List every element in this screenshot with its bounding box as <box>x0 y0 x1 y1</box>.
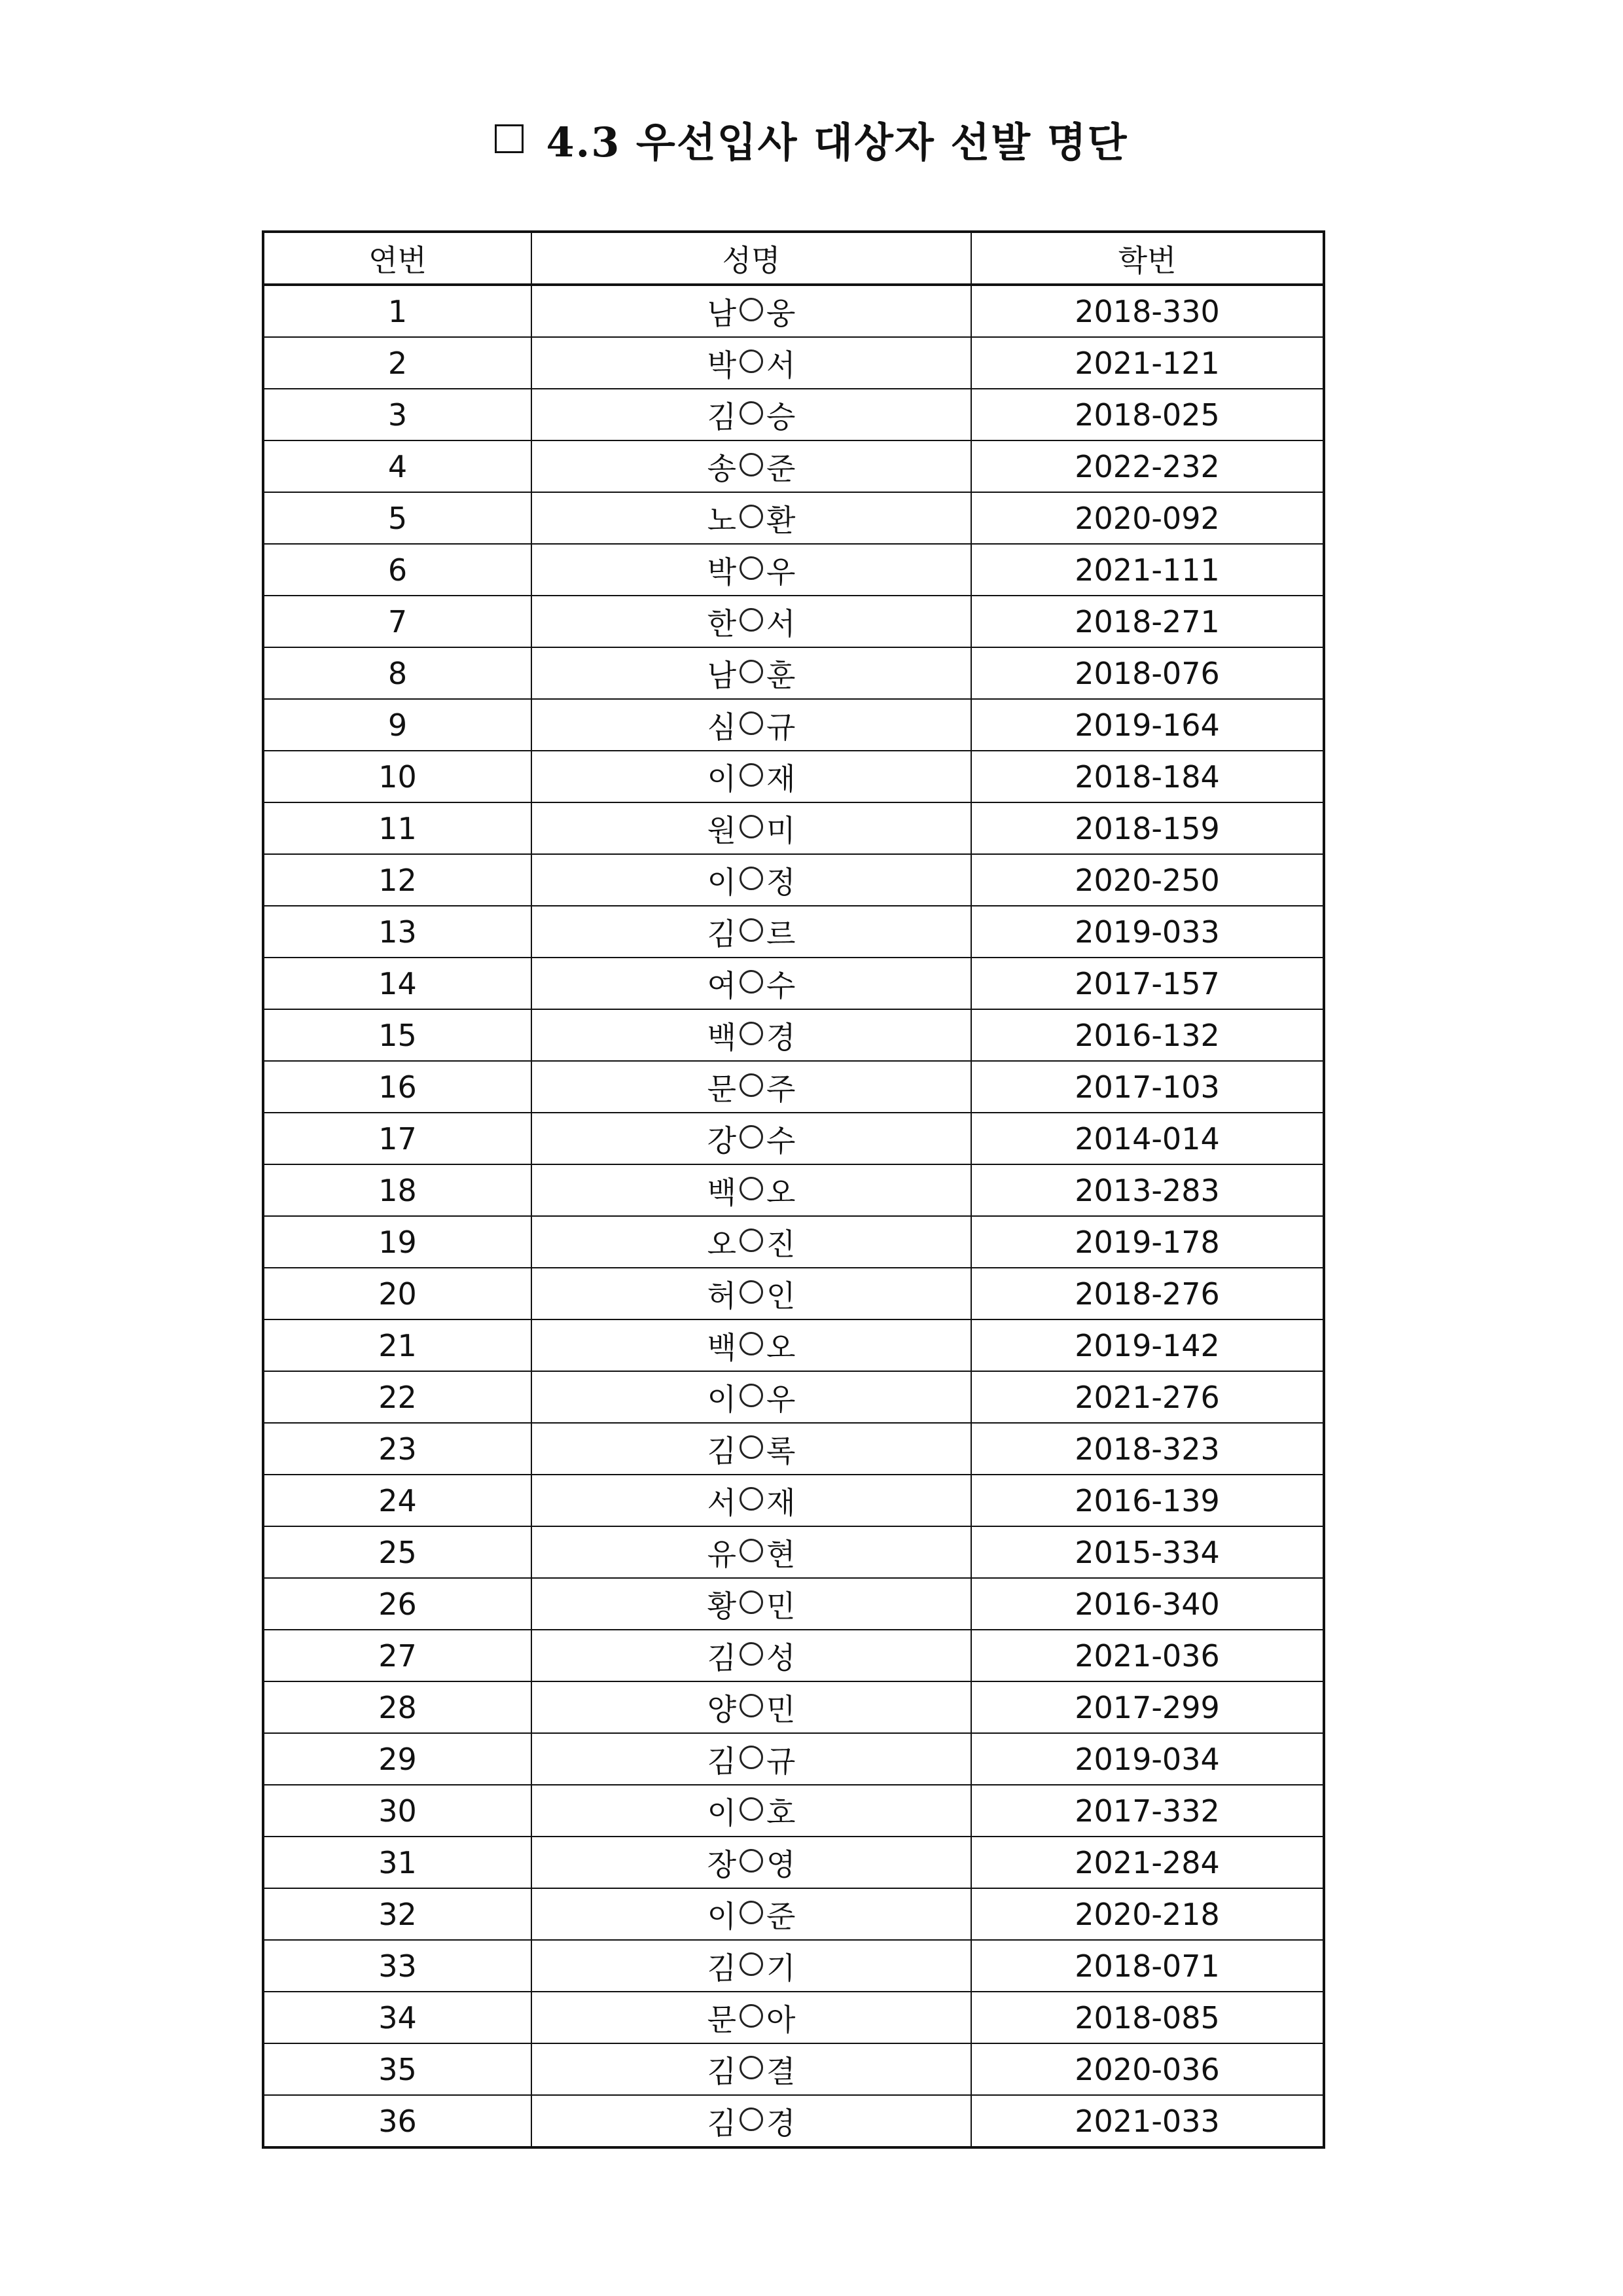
table-row <box>263 751 1324 802</box>
masked-character-circle-icon <box>740 1125 763 1149</box>
masked-character-circle-icon <box>740 1384 763 1407</box>
table-row <box>263 2043 1324 2095</box>
table-row <box>263 492 1324 544</box>
student-id: 2020-036 <box>971 2043 1324 2095</box>
name-surname: 백 <box>707 1019 736 1055</box>
student-name <box>531 906 971 958</box>
masked-character-circle-icon <box>740 1229 763 1252</box>
row-number: 2 <box>263 337 531 389</box>
name-last-character: 인 <box>766 1278 796 1314</box>
student-id: 2019-142 <box>971 1319 1324 1371</box>
row-number: 11 <box>263 802 531 854</box>
student-id: 2019-034 <box>971 1733 1324 1785</box>
name-last-character: 르 <box>766 916 796 952</box>
table-row <box>263 1578 1324 1630</box>
name-last-character: 경 <box>766 2105 796 2141</box>
name-last-character: 정 <box>766 864 796 900</box>
masked-character-circle-icon <box>740 453 763 476</box>
name-surname: 김 <box>707 399 736 435</box>
name-surname: 백 <box>707 1174 736 1210</box>
name-last-character: 우 <box>766 554 796 590</box>
student-id: 2018-159 <box>971 802 1324 854</box>
student-id: 2019-033 <box>971 906 1324 958</box>
table-row <box>263 1216 1324 1268</box>
name-last-character: 오 <box>766 1174 796 1210</box>
name-surname: 송 <box>707 450 736 486</box>
student-name <box>531 1992 971 2043</box>
table-row <box>263 1526 1324 1578</box>
student-id: 2017-157 <box>971 958 1324 1009</box>
student-id: 2015-334 <box>971 1526 1324 1578</box>
name-surname: 김 <box>707 1640 736 1676</box>
name-surname: 이 <box>707 864 736 900</box>
table-row <box>263 1888 1324 1940</box>
student-id: 2021-121 <box>971 337 1324 389</box>
student-name <box>531 1940 971 1992</box>
student-name <box>531 1837 971 1888</box>
name-last-character: 환 <box>766 502 796 538</box>
name-last-character: 재 <box>766 761 796 797</box>
name-last-character: 규 <box>766 1743 796 1779</box>
student-name <box>531 2043 971 2095</box>
student-name <box>531 544 971 596</box>
masked-character-circle-icon <box>740 1849 763 1873</box>
masked-character-circle-icon <box>740 867 763 890</box>
student-id: 2018-071 <box>971 1940 1324 1992</box>
name-last-character: 수 <box>766 967 796 1003</box>
student-name <box>531 1733 971 1785</box>
student-id: 2018-076 <box>971 647 1324 699</box>
row-number: 8 <box>263 647 531 699</box>
masked-character-circle-icon <box>740 505 763 528</box>
row-number: 14 <box>263 958 531 1009</box>
student-name <box>531 492 971 544</box>
name-surname: 김 <box>707 2105 736 2141</box>
name-last-character: 주 <box>766 1071 796 1107</box>
name-last-character: 훈 <box>766 657 796 693</box>
table-row <box>263 1371 1324 1423</box>
student-name <box>531 285 971 337</box>
student-id: 2016-340 <box>971 1578 1324 1630</box>
table-row <box>263 389 1324 440</box>
student-name <box>531 1216 971 1268</box>
name-last-character: 아 <box>766 2001 796 2037</box>
student-id: 2021-033 <box>971 2095 1324 2147</box>
masked-character-circle-icon <box>740 918 763 942</box>
student-name <box>531 1785 971 1837</box>
name-last-character: 승 <box>766 399 796 435</box>
row-number: 27 <box>263 1630 531 1681</box>
table-row <box>263 1785 1324 1837</box>
student-id: 2014-014 <box>971 1113 1324 1164</box>
table-row <box>263 285 1324 337</box>
masked-character-circle-icon <box>740 815 763 838</box>
name-last-character: 영 <box>766 1846 796 1882</box>
student-id: 2019-164 <box>971 699 1324 751</box>
table-row <box>263 1630 1324 1681</box>
masked-character-circle-icon <box>740 2108 763 2131</box>
student-id: 2018-330 <box>971 285 1324 337</box>
table-header-row <box>263 232 1324 285</box>
student-name <box>531 647 971 699</box>
student-name <box>531 751 971 802</box>
student-name <box>531 1888 971 1940</box>
masked-character-circle-icon <box>740 401 763 425</box>
table-row <box>263 596 1324 647</box>
masked-character-circle-icon <box>740 1590 763 1614</box>
row-number: 32 <box>263 1888 531 1940</box>
student-id: 2018-323 <box>971 1423 1324 1475</box>
student-name <box>531 1319 971 1371</box>
name-last-character: 준 <box>766 450 796 486</box>
name-surname: 박 <box>707 347 736 383</box>
masked-character-circle-icon <box>740 660 763 683</box>
student-name <box>531 1164 971 1216</box>
student-name <box>531 1681 971 1733</box>
name-last-character: 민 <box>766 1588 796 1624</box>
name-surname: 김 <box>707 1433 736 1469</box>
table-row <box>263 958 1324 1009</box>
table-row <box>263 1319 1324 1371</box>
student-name <box>531 1268 971 1319</box>
student-name <box>531 596 971 647</box>
column-header-name: 성명 <box>531 232 971 285</box>
student-id: 2016-132 <box>971 1009 1324 1061</box>
row-number: 1 <box>263 285 531 337</box>
table-row <box>263 440 1324 492</box>
row-number: 34 <box>263 1992 531 2043</box>
name-last-character: 규 <box>766 709 796 745</box>
name-surname: 남 <box>707 295 736 331</box>
name-surname: 이 <box>707 761 736 797</box>
name-surname: 백 <box>707 1329 736 1365</box>
row-number: 18 <box>263 1164 531 1216</box>
name-last-character: 미 <box>766 812 796 848</box>
masked-character-circle-icon <box>740 1642 763 1666</box>
name-surname: 강 <box>707 1122 736 1158</box>
row-number: 28 <box>263 1681 531 1733</box>
name-surname: 김 <box>707 1743 736 1779</box>
masked-character-circle-icon <box>740 2056 763 2079</box>
student-name <box>531 2095 971 2147</box>
row-number: 3 <box>263 389 531 440</box>
table-row <box>263 854 1324 906</box>
row-number: 25 <box>263 1526 531 1578</box>
name-last-character: 오 <box>766 1329 796 1365</box>
name-last-character: 서 <box>766 605 796 641</box>
row-number: 21 <box>263 1319 531 1371</box>
name-surname: 이 <box>707 1381 736 1417</box>
name-surname: 양 <box>707 1691 736 1727</box>
table-row <box>263 1475 1324 1526</box>
table-row <box>263 699 1324 751</box>
masked-character-circle-icon <box>740 608 763 632</box>
table-row <box>263 802 1324 854</box>
student-id: 2020-218 <box>971 1888 1324 1940</box>
masked-character-circle-icon <box>740 1539 763 1562</box>
table-row <box>263 1733 1324 1785</box>
student-id: 2022-232 <box>971 440 1324 492</box>
student-id: 2017-332 <box>971 1785 1324 1837</box>
row-number: 16 <box>263 1061 531 1113</box>
student-name <box>531 1113 971 1164</box>
student-name <box>531 699 971 751</box>
masked-character-circle-icon <box>740 1746 763 1769</box>
masked-character-circle-icon <box>740 1487 763 1511</box>
name-surname: 남 <box>707 657 736 693</box>
row-number: 6 <box>263 544 531 596</box>
masked-character-circle-icon <box>740 711 763 735</box>
student-id: 2021-111 <box>971 544 1324 596</box>
student-id: 2021-276 <box>971 1371 1324 1423</box>
row-number: 33 <box>263 1940 531 1992</box>
name-surname: 황 <box>707 1588 736 1624</box>
name-surname: 서 <box>707 1484 736 1520</box>
student-name <box>531 1475 971 1526</box>
row-number: 15 <box>263 1009 531 1061</box>
name-surname: 심 <box>707 709 736 745</box>
student-id: 2018-276 <box>971 1268 1324 1319</box>
masked-character-circle-icon <box>740 1022 763 1045</box>
name-surname: 장 <box>707 1846 736 1882</box>
name-last-character: 호 <box>766 1795 796 1831</box>
student-name <box>531 1371 971 1423</box>
student-id: 2021-036 <box>971 1630 1324 1681</box>
table-row <box>263 1164 1324 1216</box>
name-surname: 이 <box>707 1795 736 1831</box>
name-last-character: 경 <box>766 1019 796 1055</box>
masked-character-circle-icon <box>740 1952 763 1976</box>
name-last-character: 준 <box>766 1898 796 1934</box>
student-id: 2021-284 <box>971 1837 1324 1888</box>
table-row <box>263 906 1324 958</box>
masked-character-circle-icon <box>740 556 763 580</box>
name-last-character: 민 <box>766 1691 796 1727</box>
name-last-character: 웅 <box>766 295 796 331</box>
student-id: 2018-025 <box>971 389 1324 440</box>
student-id: 2019-178 <box>971 1216 1324 1268</box>
table-row <box>263 1061 1324 1113</box>
table-row <box>263 1837 1324 1888</box>
student-id: 2020-092 <box>971 492 1324 544</box>
student-id: 2018-271 <box>971 596 1324 647</box>
row-number: 24 <box>263 1475 531 1526</box>
student-name <box>531 802 971 854</box>
row-number: 10 <box>263 751 531 802</box>
table-row <box>263 2095 1324 2147</box>
student-id: 2013-283 <box>971 1164 1324 1216</box>
student-id: 2018-184 <box>971 751 1324 802</box>
name-surname: 문 <box>707 2001 736 2037</box>
table-row <box>263 337 1324 389</box>
row-number: 22 <box>263 1371 531 1423</box>
row-number: 5 <box>263 492 531 544</box>
checkbox-square-icon <box>495 124 524 153</box>
student-name <box>531 389 971 440</box>
name-surname: 김 <box>707 916 736 952</box>
masked-character-circle-icon <box>740 298 763 321</box>
student-id: 2017-103 <box>971 1061 1324 1113</box>
student-name <box>531 1630 971 1681</box>
name-surname: 유 <box>707 1536 736 1572</box>
student-name <box>531 1423 971 1475</box>
row-number: 36 <box>263 2095 531 2147</box>
row-number: 30 <box>263 1785 531 1837</box>
student-name <box>531 440 971 492</box>
table-row <box>263 1113 1324 1164</box>
row-number: 4 <box>263 440 531 492</box>
name-surname: 여 <box>707 967 736 1003</box>
name-surname: 김 <box>707 1950 736 1986</box>
name-last-character: 수 <box>766 1122 796 1158</box>
table-body <box>263 285 1324 2147</box>
student-name <box>531 1526 971 1578</box>
row-number: 13 <box>263 906 531 958</box>
selection-roster-table <box>262 230 1325 2149</box>
student-name <box>531 1061 971 1113</box>
name-surname: 허 <box>707 1278 736 1314</box>
row-number: 29 <box>263 1733 531 1785</box>
masked-character-circle-icon <box>740 970 763 994</box>
column-header-number: 연번 <box>263 232 531 285</box>
row-number: 12 <box>263 854 531 906</box>
name-surname: 박 <box>707 554 736 590</box>
name-last-character: 재 <box>766 1484 796 1520</box>
row-number: 17 <box>263 1113 531 1164</box>
row-number: 26 <box>263 1578 531 1630</box>
masked-character-circle-icon <box>740 2004 763 2028</box>
table-header <box>263 232 1324 285</box>
masked-character-circle-icon <box>740 1332 763 1355</box>
name-surname: 노 <box>707 502 736 538</box>
name-last-character: 기 <box>766 1950 796 1986</box>
student-name <box>531 1578 971 1630</box>
student-id: 2017-299 <box>971 1681 1324 1733</box>
masked-character-circle-icon <box>740 1901 763 1924</box>
name-surname: 문 <box>707 1071 736 1107</box>
masked-character-circle-icon <box>740 1280 763 1304</box>
name-surname: 김 <box>707 2053 736 2089</box>
masked-character-circle-icon <box>740 763 763 787</box>
masked-character-circle-icon <box>740 1797 763 1821</box>
row-number: 23 <box>263 1423 531 1475</box>
student-name <box>531 1009 971 1061</box>
table-row <box>263 1268 1324 1319</box>
masked-character-circle-icon <box>740 1177 763 1200</box>
table-row <box>263 1940 1324 1992</box>
name-last-character: 결 <box>766 2053 796 2089</box>
name-surname: 한 <box>707 605 736 641</box>
student-name <box>531 958 971 1009</box>
row-number: 20 <box>263 1268 531 1319</box>
column-header-student-id: 학번 <box>971 232 1324 285</box>
table-row <box>263 544 1324 596</box>
row-number: 9 <box>263 699 531 751</box>
row-number: 19 <box>263 1216 531 1268</box>
masked-character-circle-icon <box>740 1435 763 1459</box>
page-title <box>0 110 1623 172</box>
name-surname: 원 <box>707 812 736 848</box>
student-name <box>531 854 971 906</box>
student-id: 2018-085 <box>971 1992 1324 2043</box>
name-surname: 오 <box>707 1226 736 1262</box>
student-id: 2020-250 <box>971 854 1324 906</box>
table-row <box>263 1423 1324 1475</box>
name-last-character: 서 <box>766 347 796 383</box>
masked-character-circle-icon <box>740 1073 763 1097</box>
student-id: 2016-139 <box>971 1475 1324 1526</box>
student-name <box>531 337 971 389</box>
table-row <box>263 1681 1324 1733</box>
name-last-character: 우 <box>766 1381 796 1417</box>
name-last-character: 현 <box>766 1536 796 1572</box>
table-row <box>263 647 1324 699</box>
row-number: 31 <box>263 1837 531 1888</box>
masked-character-circle-icon <box>740 1694 763 1717</box>
table-row <box>263 1992 1324 2043</box>
row-number: 35 <box>263 2043 531 2095</box>
name-surname: 이 <box>707 1898 736 1934</box>
table-row <box>263 1009 1324 1061</box>
name-last-character: 록 <box>766 1433 796 1469</box>
masked-character-circle-icon <box>740 350 763 373</box>
name-last-character: 성 <box>766 1640 796 1676</box>
page-title-text: 4.3 우선입사 대상자 선발 명단 <box>546 118 1128 166</box>
name-last-character: 진 <box>766 1226 796 1262</box>
row-number: 7 <box>263 596 531 647</box>
